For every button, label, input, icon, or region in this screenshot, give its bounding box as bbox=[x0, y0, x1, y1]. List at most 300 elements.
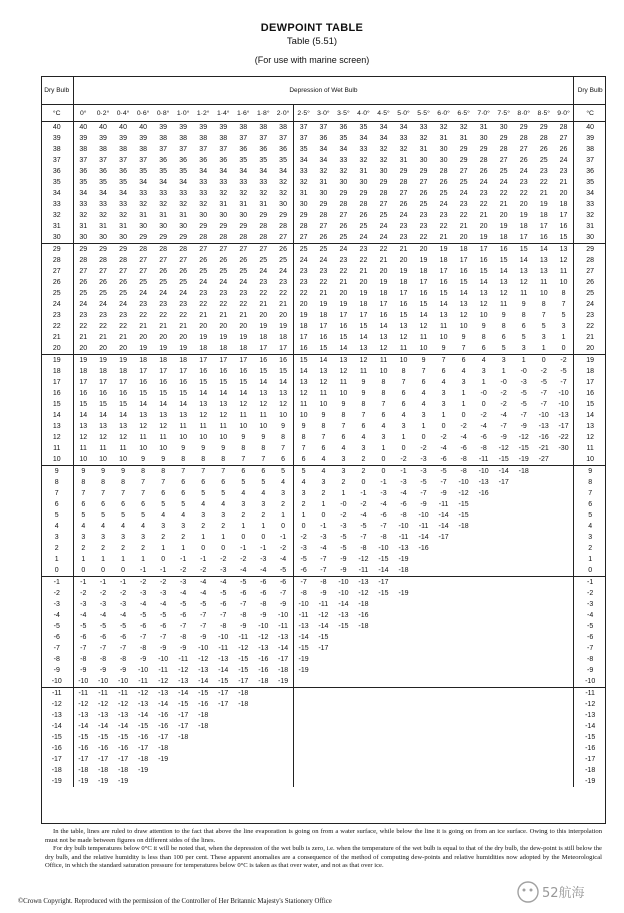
usage-note: (For use with marine screen) bbox=[254, 55, 370, 65]
dewpoint-cell: 5 bbox=[221, 490, 226, 497]
dewpoint-cell bbox=[514, 699, 534, 710]
dewpoint-cell: 2 bbox=[241, 512, 246, 519]
dewpoint-cell: 32 bbox=[159, 201, 168, 208]
dewpoint-cell: 32 bbox=[319, 168, 328, 175]
dewpoint-cell: -15 bbox=[318, 634, 329, 641]
dewpoint-cell: 5 bbox=[101, 512, 105, 519]
dewpoint-cell bbox=[394, 721, 414, 732]
dewpoint-cell: 3 bbox=[181, 523, 186, 530]
dewpoint-cell: 18 bbox=[133, 355, 153, 367]
dry-bulb-left: 29 bbox=[41, 244, 73, 256]
dewpoint-cell: 20 bbox=[119, 345, 127, 352]
dewpoint-cell: -15 bbox=[218, 678, 229, 685]
dewpoint-cell bbox=[193, 776, 213, 787]
dewpoint-cell: 24 bbox=[119, 301, 127, 308]
dewpoint-cell bbox=[353, 765, 373, 776]
dewpoint-cell: 2 bbox=[261, 512, 266, 519]
dewpoint-cell: 1 bbox=[281, 512, 286, 519]
dewpoint-cell bbox=[173, 765, 193, 776]
dewpoint-cell: -13 bbox=[258, 645, 269, 652]
dewpoint-cell bbox=[213, 710, 233, 721]
dewpoint-cell: 6 bbox=[201, 479, 206, 486]
dewpoint-cell: 16 bbox=[339, 323, 348, 330]
dewpoint-cell bbox=[454, 721, 474, 732]
dewpoint-cell bbox=[313, 776, 333, 787]
dewpoint-cell bbox=[394, 743, 414, 754]
dewpoint-cell bbox=[394, 610, 414, 621]
dewpoint-cell: 21 bbox=[394, 244, 414, 256]
dewpoint-cell: 27 bbox=[399, 190, 408, 197]
dewpoint-cell bbox=[534, 543, 554, 554]
dewpoint-cell: 21 bbox=[239, 312, 248, 319]
dewpoint-cell bbox=[474, 588, 494, 599]
dewpoint-cell: 7 bbox=[321, 434, 326, 441]
dry-bulb-left: 24 bbox=[41, 299, 73, 310]
table-reference: Table (5.51) bbox=[286, 36, 338, 47]
dewpoint-cell: 16 bbox=[79, 390, 88, 397]
dewpoint-cell: 29 bbox=[139, 234, 147, 241]
dewpoint-cell: 29 bbox=[73, 244, 93, 256]
dewpoint-cell: 16 bbox=[293, 343, 313, 355]
dewpoint-cell: 33 bbox=[399, 135, 408, 142]
dewpoint-cell: 27 bbox=[379, 201, 388, 208]
dewpoint-cell bbox=[313, 699, 333, 710]
table-row bbox=[41, 510, 606, 521]
dewpoint-cell bbox=[454, 754, 474, 765]
dewpoint-cell: 6 bbox=[293, 454, 313, 466]
dewpoint-cell: -17 bbox=[118, 756, 129, 763]
dewpoint-cell: 7 bbox=[541, 312, 546, 319]
dewpoint-cell: -7 bbox=[200, 612, 207, 619]
dewpoint-cell: -12 bbox=[238, 645, 249, 652]
dewpoint-cell: 15 bbox=[439, 290, 448, 297]
dewpoint-cell: 29 bbox=[159, 234, 168, 241]
dewpoint-cell: -0 bbox=[340, 501, 347, 508]
dewpoint-cell: 18 bbox=[454, 244, 474, 256]
dewpoint-cell: -19 bbox=[398, 590, 409, 597]
dewpoint-cell: 11 bbox=[99, 445, 107, 452]
dewpoint-cell bbox=[474, 532, 494, 543]
dewpoint-cell: 8 bbox=[321, 423, 326, 430]
dewpoint-cell: -7 bbox=[360, 534, 367, 541]
dewpoint-cell: -7 bbox=[500, 423, 507, 430]
dewpoint-cell: 38 bbox=[79, 146, 88, 153]
dewpoint-cell: 34 bbox=[179, 179, 188, 186]
dewpoint-cell bbox=[474, 710, 494, 721]
dewpoint-cell: 12 bbox=[319, 379, 328, 386]
dewpoint-cell: 26 bbox=[439, 179, 448, 186]
dewpoint-cell: 5 bbox=[181, 501, 186, 508]
dewpoint-cell: 33 bbox=[419, 124, 428, 131]
dry-bulb-left: -3 bbox=[41, 599, 73, 610]
dewpoint-cell: 19 bbox=[199, 334, 208, 341]
dewpoint-cell bbox=[534, 488, 554, 499]
dewpoint-cell bbox=[554, 654, 574, 665]
dewpoint-cell bbox=[353, 643, 373, 654]
dewpoint-cell: 12 bbox=[379, 345, 388, 352]
dewpoint-cell bbox=[153, 765, 173, 776]
dewpoint-cell: 12 bbox=[79, 434, 88, 441]
dewpoint-cell: 6 bbox=[421, 379, 426, 386]
dewpoint-cell: 24 bbox=[399, 212, 408, 219]
dewpoint-cell: 27 bbox=[179, 257, 188, 264]
dry-bulb-left: -5 bbox=[41, 621, 73, 632]
dewpoint-cell: 17 bbox=[559, 212, 568, 219]
dewpoint-cell: -18 bbox=[158, 745, 169, 752]
dewpoint-cell: 12 bbox=[199, 412, 208, 419]
dewpoint-cell: 12 bbox=[399, 334, 408, 341]
dewpoint-cell: 23 bbox=[339, 257, 348, 264]
dewpoint-cell bbox=[353, 688, 373, 700]
dewpoint-cell: 25 bbox=[359, 223, 368, 230]
dewpoint-cell: 29 bbox=[199, 223, 208, 230]
table-row bbox=[41, 232, 606, 244]
dewpoint-cell: 11 bbox=[139, 434, 147, 441]
dewpoint-cell: 21 bbox=[439, 234, 448, 241]
dewpoint-cell: 29 bbox=[459, 157, 468, 164]
dewpoint-cell: -2 bbox=[420, 445, 427, 452]
dewpoint-cell: 3 bbox=[281, 490, 286, 497]
dewpoint-cell: -7 bbox=[160, 634, 167, 641]
dewpoint-cell: -18 bbox=[278, 667, 289, 674]
dewpoint-cell: 34 bbox=[239, 168, 248, 175]
dewpoint-cell bbox=[333, 732, 353, 743]
dewpoint-cell bbox=[514, 577, 534, 589]
dewpoint-cell: 8 bbox=[261, 445, 266, 452]
dewpoint-cell: 27 bbox=[293, 232, 313, 244]
dewpoint-cell bbox=[213, 765, 233, 776]
dewpoint-cell: 15 bbox=[399, 312, 408, 319]
dewpoint-cell: -5 bbox=[540, 379, 547, 386]
dewpoint-cell: 31 bbox=[119, 223, 127, 230]
dewpoint-cell bbox=[313, 665, 333, 676]
dewpoint-cell: 34 bbox=[379, 124, 388, 131]
dewpoint-cell: 35 bbox=[119, 179, 127, 186]
dewpoint-cell bbox=[373, 610, 393, 621]
table-row bbox=[41, 532, 606, 543]
dewpoint-cell: 16 bbox=[219, 368, 228, 375]
dewpoint-cell: 20 bbox=[479, 223, 488, 230]
dewpoint-cell: 16 bbox=[399, 301, 408, 308]
dewpoint-cell: -3 bbox=[520, 379, 527, 386]
dewpoint-cell: 19 bbox=[139, 345, 147, 352]
dry-bulb-right: 20 bbox=[574, 343, 606, 355]
dewpoint-cell bbox=[353, 699, 373, 710]
dewpoint-cell: 1 bbox=[401, 434, 406, 441]
dewpoint-cell bbox=[333, 710, 353, 721]
dewpoint-cell: -4 bbox=[480, 423, 487, 430]
dewpoint-cell bbox=[173, 776, 193, 787]
dewpoint-cell: 9 bbox=[201, 445, 206, 452]
dewpoint-cell: 34 bbox=[259, 168, 268, 175]
dewpoint-cell: 18 bbox=[293, 321, 313, 332]
dewpoint-cell: 27 bbox=[139, 257, 147, 264]
dewpoint-cell: 14 bbox=[379, 323, 388, 330]
dewpoint-cell: 21 bbox=[459, 223, 468, 230]
dewpoint-cell bbox=[293, 754, 313, 765]
dewpoint-cell bbox=[494, 654, 514, 665]
dewpoint-cell: 4 bbox=[421, 390, 426, 397]
dewpoint-cell: 10 bbox=[379, 368, 388, 375]
dewpoint-cell: 7 bbox=[421, 368, 426, 375]
dewpoint-cell: -13 bbox=[278, 634, 289, 641]
dewpoint-cell: -7 bbox=[119, 645, 127, 652]
dry-bulb-left: -11 bbox=[41, 688, 73, 700]
dewpoint-cell bbox=[213, 721, 233, 732]
dewpoint-cell: 1 bbox=[541, 345, 546, 352]
dewpoint-cell: -14 bbox=[138, 712, 149, 719]
dewpoint-cell: -8 bbox=[293, 588, 313, 599]
dewpoint-cell: 25 bbox=[199, 268, 208, 275]
dewpoint-cell bbox=[273, 743, 293, 754]
dewpoint-cell: 22 bbox=[359, 257, 368, 264]
dewpoint-cell: 6 bbox=[341, 434, 346, 441]
table-row bbox=[41, 466, 606, 478]
dewpoint-cell: 35 bbox=[139, 168, 147, 175]
dewpoint-cell: 32 bbox=[379, 157, 388, 164]
dewpoint-cell: -8 bbox=[454, 466, 474, 478]
dewpoint-cell: -6 bbox=[380, 512, 387, 519]
dewpoint-cell: 25 bbox=[139, 279, 147, 286]
dewpoint-cell: 35 bbox=[293, 144, 313, 155]
table-row bbox=[41, 521, 606, 532]
dewpoint-cell: -14 bbox=[78, 723, 89, 730]
dewpoint-cell: 6 bbox=[161, 490, 166, 497]
dewpoint-cell: 6 bbox=[253, 466, 273, 478]
dewpoint-cell: -15 bbox=[78, 734, 89, 741]
dewpoint-cell: 18 bbox=[419, 268, 428, 275]
dewpoint-cell: 20 bbox=[79, 345, 88, 352]
dewpoint-cell: -10 bbox=[378, 545, 389, 552]
dewpoint-cell: -5 bbox=[520, 390, 527, 397]
dewpoint-cell: -9 bbox=[340, 567, 347, 574]
dewpoint-cell: 26 bbox=[239, 257, 248, 264]
dewpoint-cell: -11 bbox=[438, 501, 449, 508]
depression-column-header: 6·5° bbox=[454, 105, 474, 122]
dewpoint-cell: 34 bbox=[399, 124, 408, 131]
dewpoint-cell bbox=[414, 565, 434, 577]
dewpoint-cell: -14 bbox=[118, 723, 129, 730]
dewpoint-cell: 30 bbox=[293, 199, 313, 210]
dewpoint-cell bbox=[474, 654, 494, 665]
dewpoint-cell: 2 bbox=[161, 534, 166, 541]
dewpoint-cell: 15 bbox=[419, 301, 428, 308]
dewpoint-cell: -15 bbox=[378, 590, 389, 597]
dry-bulb-right: 4 bbox=[574, 521, 606, 532]
dewpoint-cell: 23 bbox=[399, 223, 408, 230]
dewpoint-cell: 11 bbox=[79, 445, 87, 452]
dewpoint-cell: 7 bbox=[141, 490, 146, 497]
dewpoint-cell: -7 bbox=[240, 601, 247, 608]
dewpoint-cell bbox=[494, 577, 514, 589]
dewpoint-cell: 25 bbox=[239, 268, 248, 275]
dewpoint-cell: 17 bbox=[259, 345, 268, 352]
dewpoint-cell: 19 bbox=[219, 334, 228, 341]
dewpoint-cell: -11 bbox=[73, 688, 93, 700]
dewpoint-cell bbox=[474, 754, 494, 765]
dewpoint-cell: 8 bbox=[153, 466, 173, 478]
dewpoint-cell: 38 bbox=[99, 146, 107, 153]
dewpoint-cell: 4 bbox=[401, 412, 406, 419]
dewpoint-cell: 28 bbox=[319, 212, 328, 219]
dewpoint-cell: -11 bbox=[278, 623, 288, 630]
dewpoint-cell: 25 bbox=[159, 279, 168, 286]
dewpoint-cell bbox=[373, 632, 393, 643]
dewpoint-cell: -5 bbox=[340, 534, 347, 541]
dry-bulb-right: 23 bbox=[574, 310, 606, 321]
dewpoint-cell: 4 bbox=[241, 490, 246, 497]
dewpoint-cell: -6 bbox=[119, 634, 127, 641]
dewpoint-cell: 22 bbox=[373, 244, 393, 256]
dewpoint-cell: 5 bbox=[521, 334, 526, 341]
table-row bbox=[41, 665, 606, 676]
dry-bulb-right: -16 bbox=[574, 743, 606, 754]
dewpoint-cell: -2 bbox=[153, 577, 173, 589]
dewpoint-cell: 6 bbox=[361, 423, 366, 430]
dewpoint-cell: -3 bbox=[220, 567, 227, 574]
table-row bbox=[41, 688, 606, 700]
dewpoint-cell: 33 bbox=[293, 166, 313, 177]
dewpoint-cell: -9 bbox=[340, 556, 347, 563]
dewpoint-cell: 22 bbox=[139, 312, 147, 319]
dry-bulb-left: -1 bbox=[41, 577, 73, 589]
dewpoint-cell bbox=[434, 699, 454, 710]
dewpoint-cell: 22 bbox=[199, 301, 208, 308]
dewpoint-cell: 22 bbox=[319, 279, 328, 286]
dewpoint-cell: 31 bbox=[99, 223, 107, 230]
dewpoint-cell: -12 bbox=[178, 667, 189, 674]
dry-bulb-right: 1 bbox=[574, 554, 606, 565]
dewpoint-cell: 9 bbox=[461, 334, 466, 341]
dry-bulb-right: 26 bbox=[574, 277, 606, 288]
dewpoint-cell: 25 bbox=[379, 212, 388, 219]
dry-bulb-left: -6 bbox=[41, 632, 73, 643]
dewpoint-cell: -16 bbox=[538, 434, 549, 441]
dewpoint-cell: 13 bbox=[79, 423, 88, 430]
dewpoint-cell bbox=[333, 632, 353, 643]
dewpoint-cell: 10 bbox=[199, 434, 208, 441]
dewpoint-cell: -17 bbox=[278, 656, 289, 663]
dewpoint-cell: 6 bbox=[521, 323, 526, 330]
dewpoint-cell: -3 bbox=[160, 590, 167, 597]
dry-bulb-right: 35 bbox=[574, 177, 606, 188]
dewpoint-cell: 6 bbox=[401, 401, 406, 408]
dewpoint-cell: 22 bbox=[79, 323, 88, 330]
dewpoint-cell: 13 bbox=[333, 355, 353, 367]
dewpoint-cell: 7 bbox=[281, 445, 286, 452]
depression-column-header: 4·5° bbox=[373, 105, 393, 122]
dewpoint-cell bbox=[193, 743, 213, 754]
dewpoint-cell bbox=[273, 754, 293, 765]
dewpoint-cell: -3 bbox=[260, 556, 267, 563]
dewpoint-cell: 36 bbox=[279, 146, 287, 153]
dewpoint-cell: 9 bbox=[501, 312, 506, 319]
dewpoint-cell: -9 bbox=[500, 434, 507, 441]
dewpoint-cell: -6 bbox=[180, 612, 187, 619]
dewpoint-cell: 28 bbox=[499, 146, 508, 153]
dry-bulb-right: 24 bbox=[574, 299, 606, 310]
dewpoint-cell: 28 bbox=[173, 244, 193, 256]
dewpoint-cell: 3 bbox=[161, 523, 166, 530]
dewpoint-cell: 13 bbox=[119, 423, 127, 430]
dewpoint-cell: -4 bbox=[500, 412, 507, 419]
dewpoint-cell: -13 bbox=[478, 479, 489, 486]
dewpoint-cell bbox=[534, 676, 554, 688]
dewpoint-cell bbox=[554, 477, 574, 488]
dry-bulb-left: 37 bbox=[41, 155, 73, 166]
dewpoint-cell bbox=[514, 632, 534, 643]
dewpoint-cell: 26 bbox=[359, 212, 368, 219]
dewpoint-cell: -11 bbox=[293, 610, 313, 621]
dewpoint-cell: -1 bbox=[180, 556, 187, 563]
dewpoint-cell: -13 bbox=[218, 656, 229, 663]
dewpoint-cell: 27 bbox=[279, 234, 287, 241]
dewpoint-cell: 37 bbox=[259, 135, 268, 142]
dewpoint-cell: 17 bbox=[319, 323, 328, 330]
dewpoint-cell: 14 bbox=[339, 345, 348, 352]
dewpoint-cell: 4 bbox=[141, 523, 146, 530]
dewpoint-cell: 4 bbox=[221, 501, 226, 508]
dewpoint-cell: 11 bbox=[259, 412, 267, 419]
dewpoint-cell: -4 bbox=[460, 434, 467, 441]
dewpoint-cell: 3 bbox=[461, 379, 466, 386]
dewpoint-cell: -3 bbox=[380, 490, 387, 497]
dewpoint-cell: 32 bbox=[399, 146, 408, 153]
dewpoint-cell bbox=[474, 743, 494, 754]
dewpoint-cell: 7 bbox=[401, 379, 406, 386]
dry-bulb-right: -9 bbox=[574, 665, 606, 676]
dewpoint-cell bbox=[434, 654, 454, 665]
dewpoint-cell bbox=[414, 721, 434, 732]
dewpoint-cell: -6 bbox=[240, 590, 247, 597]
dewpoint-cell: 20 bbox=[179, 334, 188, 341]
dewpoint-cell: 3 bbox=[293, 488, 313, 499]
dewpoint-cell: 12 bbox=[339, 368, 348, 375]
dewpoint-cell: -7 bbox=[540, 401, 547, 408]
dewpoint-cell: 18 bbox=[279, 334, 287, 341]
right-dry-bulb-header: Dry Bulb bbox=[574, 76, 606, 105]
page-title: DEWPOINT TABLE bbox=[260, 22, 364, 34]
dewpoint-cell: 20 bbox=[359, 279, 368, 286]
dewpoint-cell: -1 bbox=[200, 556, 207, 563]
dewpoint-cell bbox=[554, 543, 574, 554]
dewpoint-cell: -7 bbox=[380, 523, 387, 530]
dewpoint-cell: 23 bbox=[79, 312, 88, 319]
dewpoint-cell: 18 bbox=[379, 290, 388, 297]
dewpoint-cell bbox=[534, 466, 554, 478]
dry-bulb-left: 18 bbox=[41, 366, 73, 377]
dewpoint-cell bbox=[293, 710, 313, 721]
table-row bbox=[41, 699, 606, 710]
dewpoint-cell: 22 bbox=[119, 323, 127, 330]
dewpoint-cell bbox=[434, 621, 454, 632]
dewpoint-cell bbox=[394, 577, 414, 589]
dewpoint-cell bbox=[494, 643, 514, 654]
dewpoint-cell: 11 bbox=[119, 445, 127, 452]
dewpoint-cell: -1 bbox=[160, 567, 167, 574]
dewpoint-cell: 28 bbox=[279, 223, 287, 230]
dewpoint-cell bbox=[514, 488, 534, 499]
table-row bbox=[41, 310, 606, 321]
dry-bulb-right: 2 bbox=[574, 543, 606, 554]
table-row bbox=[41, 588, 606, 599]
depression-column-header: 0·6° bbox=[133, 105, 153, 122]
dewpoint-cell bbox=[474, 776, 494, 787]
dewpoint-cell bbox=[373, 710, 393, 721]
dewpoint-cell: 18 bbox=[359, 301, 368, 308]
dewpoint-cell: 10 bbox=[319, 401, 328, 408]
dewpoint-cell: -4 bbox=[440, 445, 447, 452]
